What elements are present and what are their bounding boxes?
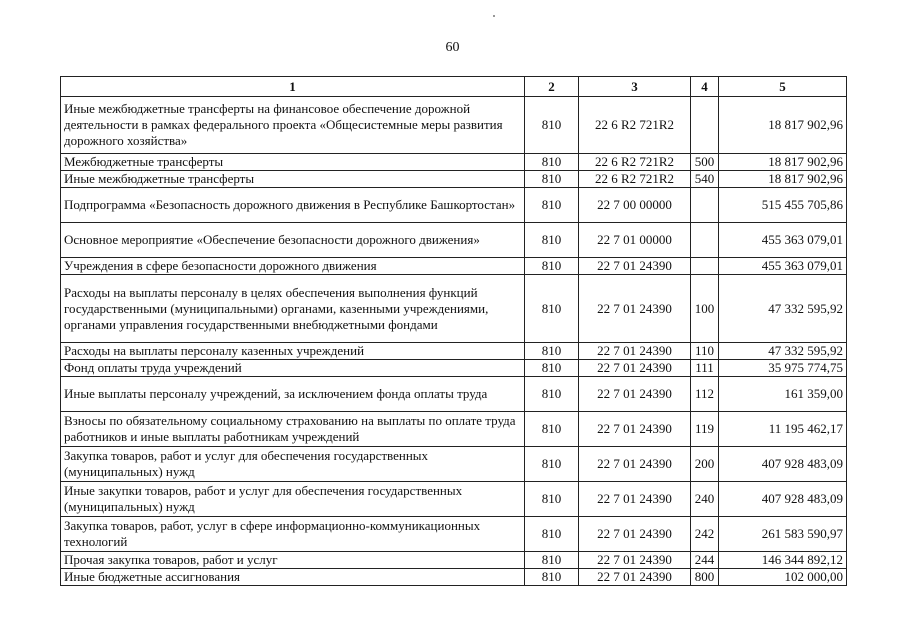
row-target-cell: 22 7 01 24390 bbox=[579, 517, 691, 552]
row-type-cell: 200 bbox=[691, 447, 719, 482]
table-row bbox=[61, 377, 847, 412]
row-amount-cell: 407 928 483,09 bbox=[719, 482, 847, 517]
row-type-cell: 244 bbox=[691, 552, 719, 569]
row-name-cell: Фонд оплаты труда учреждений bbox=[61, 360, 525, 377]
row-code-cell: 810 bbox=[525, 171, 579, 188]
row-type-cell bbox=[691, 188, 719, 223]
row-name-cell: Закупка товаров, работ и услуг для обеспечения государственных (муниципальных) нужд bbox=[61, 447, 525, 482]
row-code-cell: 810 bbox=[525, 275, 579, 343]
row-amount-cell: 146 344 892,12 bbox=[719, 552, 847, 569]
row-amount-cell: 18 817 902,96 bbox=[719, 154, 847, 171]
row-type-cell: 240 bbox=[691, 482, 719, 517]
table-row bbox=[61, 97, 847, 154]
row-name-cell: Иные межбюджетные трансферты на финансовое обеспечение дорожной деятельности в рамках федерального проекта «Общесистемные меры развития дорожного хозяйства» bbox=[61, 97, 525, 154]
row-amount-cell: 407 928 483,09 bbox=[719, 447, 847, 482]
column-header-1: 1 bbox=[61, 77, 525, 97]
row-target-cell: 22 7 01 24390 bbox=[579, 482, 691, 517]
row-code-cell: 810 bbox=[525, 360, 579, 377]
row-type-cell: 112 bbox=[691, 377, 719, 412]
table-row bbox=[61, 552, 847, 569]
row-name-cell: Иные выплаты персоналу учреждений, за исключением фонда оплаты труда bbox=[61, 377, 525, 412]
budget-table bbox=[60, 76, 847, 586]
row-amount-cell: 18 817 902,96 bbox=[719, 171, 847, 188]
row-name-cell: Иные бюджетные ассигнования bbox=[61, 569, 525, 586]
row-code-cell: 810 bbox=[525, 412, 579, 447]
table-row bbox=[61, 360, 847, 377]
table-row bbox=[61, 171, 847, 188]
row-type-cell: 111 bbox=[691, 360, 719, 377]
table-row bbox=[61, 188, 847, 223]
row-name-cell: Расходы на выплаты персоналу в целях обеспечения выполнения функций государственными (муниципальными) органами, казенными учреждениями, органами управления государственными внебюджетными фондами bbox=[61, 275, 525, 343]
row-code-cell: 810 bbox=[525, 447, 579, 482]
table-row bbox=[61, 517, 847, 552]
row-amount-cell: 261 583 590,97 bbox=[719, 517, 847, 552]
row-target-cell: 22 7 01 00000 bbox=[579, 223, 691, 258]
row-target-cell: 22 7 00 00000 bbox=[579, 188, 691, 223]
row-amount-cell: 161 359,00 bbox=[719, 377, 847, 412]
row-name-cell: Закупка товаров, работ, услуг в сфере информационно-коммуникационных технологий bbox=[61, 517, 525, 552]
row-type-cell: 500 bbox=[691, 154, 719, 171]
table-row bbox=[61, 154, 847, 171]
column-header-2: 2 bbox=[525, 77, 579, 97]
row-name-cell: Основное мероприятие «Обеспечение безопасности дорожного движения» bbox=[61, 223, 525, 258]
row-type-cell: 540 bbox=[691, 171, 719, 188]
row-amount-cell: 11 195 462,17 bbox=[719, 412, 847, 447]
row-type-cell: 119 bbox=[691, 412, 719, 447]
row-name-cell: Иные закупки товаров, работ и услуг для обеспечения государственных (муниципальных) нужд bbox=[61, 482, 525, 517]
column-header-4: 4 bbox=[691, 77, 719, 97]
row-amount-cell: 47 332 595,92 bbox=[719, 275, 847, 343]
row-type-cell bbox=[691, 97, 719, 154]
table-row bbox=[61, 569, 847, 586]
row-target-cell: 22 6 R2 721R2 bbox=[579, 97, 691, 154]
row-name-cell: Межбюджетные трансферты bbox=[61, 154, 525, 171]
row-code-cell: 810 bbox=[525, 377, 579, 412]
row-type-cell: 800 bbox=[691, 569, 719, 586]
table-row bbox=[61, 258, 847, 275]
row-code-cell: 810 bbox=[525, 188, 579, 223]
row-amount-cell: 455 363 079,01 bbox=[719, 223, 847, 258]
row-code-cell: 810 bbox=[525, 482, 579, 517]
row-target-cell: 22 7 01 24390 bbox=[579, 258, 691, 275]
table-row bbox=[61, 343, 847, 360]
scan-speck bbox=[493, 15, 495, 17]
row-type-cell: 110 bbox=[691, 343, 719, 360]
row-code-cell: 810 bbox=[525, 552, 579, 569]
row-code-cell: 810 bbox=[525, 343, 579, 360]
row-target-cell: 22 7 01 24390 bbox=[579, 275, 691, 343]
row-name-cell: Взносы по обязательному социальному страхованию на выплаты по оплате труда работников и иные выплаты работникам учреждений bbox=[61, 412, 525, 447]
row-code-cell: 810 bbox=[525, 569, 579, 586]
page-number: 60 bbox=[445, 40, 460, 55]
table-row bbox=[61, 412, 847, 447]
row-target-cell: 22 7 01 24390 bbox=[579, 552, 691, 569]
column-header-3: 3 bbox=[579, 77, 691, 97]
row-target-cell: 22 7 01 24390 bbox=[579, 360, 691, 377]
row-amount-cell: 102 000,00 bbox=[719, 569, 847, 586]
row-target-cell: 22 6 R2 721R2 bbox=[579, 171, 691, 188]
row-name-cell: Подпрограмма «Безопасность дорожного движения в Республике Башкортостан» bbox=[61, 188, 525, 223]
table-row bbox=[61, 223, 847, 258]
row-amount-cell: 455 363 079,01 bbox=[719, 258, 847, 275]
row-name-cell: Прочая закупка товаров, работ и услуг bbox=[61, 552, 525, 569]
row-target-cell: 22 6 R2 721R2 bbox=[579, 154, 691, 171]
row-type-cell bbox=[691, 223, 719, 258]
table-row bbox=[61, 482, 847, 517]
row-type-cell: 100 bbox=[691, 275, 719, 343]
row-amount-cell: 35 975 774,75 bbox=[719, 360, 847, 377]
row-name-cell: Иные межбюджетные трансферты bbox=[61, 171, 525, 188]
row-name-cell: Расходы на выплаты персоналу казенных учреждений bbox=[61, 343, 525, 360]
table-row bbox=[61, 275, 847, 343]
table-header-row bbox=[61, 77, 847, 97]
row-amount-cell: 47 332 595,92 bbox=[719, 343, 847, 360]
row-target-cell: 22 7 01 24390 bbox=[579, 569, 691, 586]
row-target-cell: 22 7 01 24390 bbox=[579, 343, 691, 360]
row-code-cell: 810 bbox=[525, 223, 579, 258]
row-type-cell: 242 bbox=[691, 517, 719, 552]
row-code-cell: 810 bbox=[525, 154, 579, 171]
row-amount-cell: 18 817 902,96 bbox=[719, 97, 847, 154]
row-code-cell: 810 bbox=[525, 97, 579, 154]
row-amount-cell: 515 455 705,86 bbox=[719, 188, 847, 223]
row-target-cell: 22 7 01 24390 bbox=[579, 412, 691, 447]
row-type-cell bbox=[691, 258, 719, 275]
row-code-cell: 810 bbox=[525, 517, 579, 552]
row-target-cell: 22 7 01 24390 bbox=[579, 377, 691, 412]
row-name-cell: Учреждения в сфере безопасности дорожного движения bbox=[61, 258, 525, 275]
column-header-5: 5 bbox=[719, 77, 847, 97]
row-code-cell: 810 bbox=[525, 258, 579, 275]
table-row bbox=[61, 447, 847, 482]
row-target-cell: 22 7 01 24390 bbox=[579, 447, 691, 482]
